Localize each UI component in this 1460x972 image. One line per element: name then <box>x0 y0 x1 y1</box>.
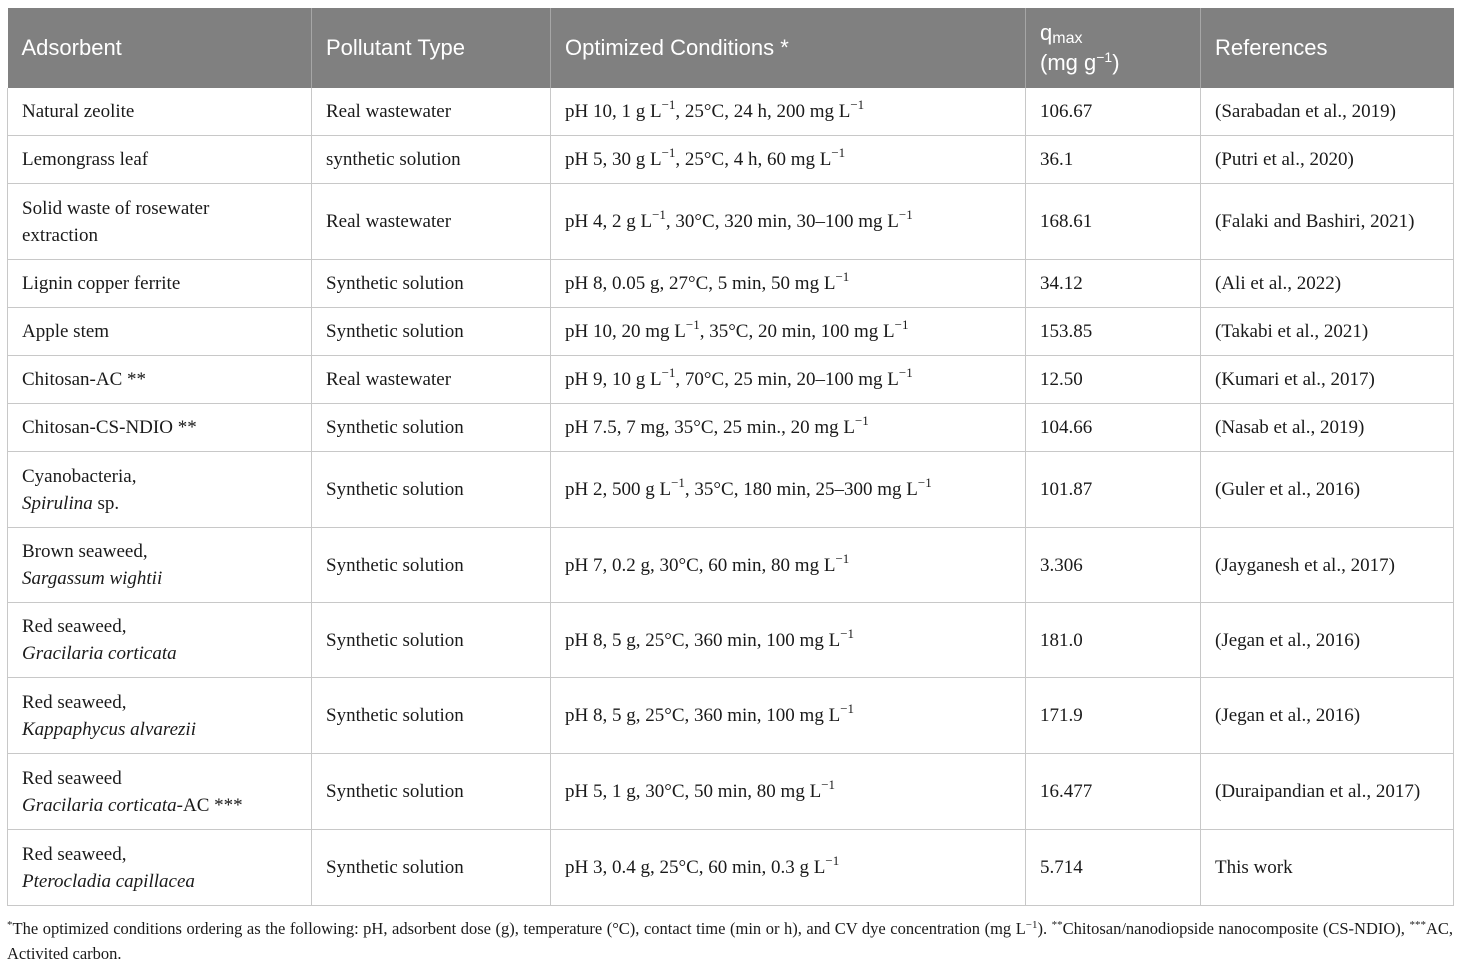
cell-reference: (Putri et al., 2020) <box>1201 136 1454 184</box>
cell-adsorbent: Red seaweed, Pterocladia capillacea <box>8 830 312 906</box>
table-row <box>8 404 1454 452</box>
cell-adsorbent: Natural zeolite <box>8 88 312 136</box>
table-body <box>8 88 1454 906</box>
cell-qmax: 34.12 <box>1026 260 1201 308</box>
cell-qmax: 16.477 <box>1026 754 1201 830</box>
cell-pollutant: Synthetic solution <box>312 260 551 308</box>
table-row <box>8 830 1454 906</box>
cell-adsorbent: Brown seaweed, Sargassum wightii <box>8 528 312 603</box>
header-adsorbent: Adsorbent <box>8 8 312 88</box>
cell-conditions: pH 3, 0.4 g, 25°C, 60 min, 0.3 g $L^{-1}$ <box>551 830 1026 906</box>
cell-pollutant: synthetic solution <box>312 136 551 184</box>
cell-conditions: pH 10, 20 mg $L^{-1}$, 35°C, 20 min, 100 mg $L^{-1}$ <box>551 308 1026 356</box>
table-row <box>8 308 1454 356</box>
cell-adsorbent: Chitosan-AC ** <box>8 356 312 404</box>
cell-conditions: pH 2, 500 g $L^{-1}$, 35°C, 180 min, 25–300 mg $L^{-1}$ <box>551 452 1026 528</box>
cell-pollutant: Real wastewater <box>312 88 551 136</box>
table-row <box>8 184 1454 260</box>
header-qmax <box>1026 8 1201 88</box>
table-footnote: *The optimized conditions ordering as the following: pH, adsorbent dose (g), temperature (°C), contact time (min or h), and CV dye concentration (mg $L^{-1}$). **Chitosan/nanodiopside nanocomposite (CS-NDIO), ***AC, Activited carbon. <box>7 919 1453 963</box>
cell-conditions: pH 8, 5 g, 25°C, 360 min, 100 mg $L^{-1}$ <box>551 678 1026 754</box>
cell-pollutant: Synthetic solution <box>312 308 551 356</box>
cell-adsorbent: Chitosan-CS-NDIO ** <box>8 404 312 452</box>
cell-qmax: 36.1 <box>1026 136 1201 184</box>
cell-adsorbent: Cyanobacteria, Spirulina sp. <box>8 452 312 528</box>
table-row <box>8 528 1454 603</box>
cell-qmax: 104.66 <box>1026 404 1201 452</box>
header-pollutant-type: Pollutant Type <box>312 8 551 88</box>
cell-conditions: pH 10, 1 g $L^{-1}$, 25°C, 24 h, 200 mg $L^{-1}$ <box>551 88 1026 136</box>
table-row <box>8 678 1454 754</box>
cell-reference: This work <box>1201 830 1454 906</box>
cell-qmax: 3.306 <box>1026 528 1201 603</box>
table-row <box>8 603 1454 678</box>
cell-qmax: 101.87 <box>1026 452 1201 528</box>
cell-pollutant: Synthetic solution <box>312 528 551 603</box>
cell-conditions: pH 4, 2 g $L^{-1}$, 30°C, 320 min, 30–100 mg $L^{-1}$ <box>551 184 1026 260</box>
cell-reference: (Nasab et al., 2019) <box>1201 404 1454 452</box>
cell-reference: (Duraipandian et al., 2017) <box>1201 754 1454 830</box>
table-wrapper <box>7 8 1453 906</box>
cell-pollutant: Real wastewater <box>312 356 551 404</box>
qmax-unit: (mg $g^{-1}$) <box>1040 49 1120 75</box>
cell-reference: (Takabi et al., 2021) <box>1201 308 1454 356</box>
table-row <box>8 356 1454 404</box>
cell-adsorbent: Solid waste of rosewater extraction <box>8 184 312 260</box>
cell-reference: (Sarabadan et al., 2019) <box>1201 88 1454 136</box>
cell-qmax: 106.67 <box>1026 88 1201 136</box>
header-optimized-conditions: Optimized Conditions * <box>551 8 1026 88</box>
table-row <box>8 88 1454 136</box>
header-references: References <box>1201 8 1454 88</box>
cell-pollutant: Synthetic solution <box>312 754 551 830</box>
cell-pollutant: Real wastewater <box>312 184 551 260</box>
cell-reference: (Falaki and Bashiri, 2021) <box>1201 184 1454 260</box>
cell-conditions: pH 7.5, 7 mg, 35°C, 25 min., 20 mg $L^{-1}$ <box>551 404 1026 452</box>
cell-conditions: pH 5, 1 g, 30°C, 50 min, 80 mg $L^{-1}$ <box>551 754 1026 830</box>
cell-adsorbent: Lemongrass leaf <box>8 136 312 184</box>
cell-conditions: pH 7, 0.2 g, 30°C, 60 min, 80 mg $L^{-1}$ <box>551 528 1026 603</box>
cell-qmax: 12.50 <box>1026 356 1201 404</box>
table-row <box>8 452 1454 528</box>
table-header <box>8 8 1454 88</box>
cell-reference: (Kumari et al., 2017) <box>1201 356 1454 404</box>
cell-conditions: pH 8, 0.05 g, 27°C, 5 min, 50 mg $L^{-1}$ <box>551 260 1026 308</box>
header-row <box>8 8 1454 88</box>
cell-qmax: 5.714 <box>1026 830 1201 906</box>
cell-conditions: pH 5, 30 g $L^{-1}$, 25°C, 4 h, 60 mg $L^{-1}$ <box>551 136 1026 184</box>
table-row <box>8 260 1454 308</box>
data-table <box>7 8 1454 906</box>
table-row <box>8 136 1454 184</box>
cell-conditions: pH 9, 10 g $L^{-1}$, 70°C, 25 min, 20–100 mg $L^{-1}$ <box>551 356 1026 404</box>
qmax-symbol: $q_{max}$ <box>1040 20 1083 47</box>
cell-qmax: 171.9 <box>1026 678 1201 754</box>
cell-reference: (Jayganesh et al., 2017) <box>1201 528 1454 603</box>
cell-adsorbent: Apple stem <box>8 308 312 356</box>
cell-pollutant: Synthetic solution <box>312 452 551 528</box>
cell-adsorbent: Red seaweed, Gracilaria corticata <box>8 603 312 678</box>
cell-pollutant: Synthetic solution <box>312 678 551 754</box>
cell-reference: (Ali et al., 2022) <box>1201 260 1454 308</box>
cell-pollutant: Synthetic solution <box>312 830 551 906</box>
cell-qmax: 153.85 <box>1026 308 1201 356</box>
cell-adsorbent: Red seaweed Gracilaria corticata-AC *** <box>8 754 312 830</box>
cell-pollutant: Synthetic solution <box>312 404 551 452</box>
cell-qmax: 181.0 <box>1026 603 1201 678</box>
cell-pollutant: Synthetic solution <box>312 603 551 678</box>
cell-reference: (Guler et al., 2016) <box>1201 452 1454 528</box>
cell-reference: (Jegan et al., 2016) <box>1201 603 1454 678</box>
cell-reference: (Jegan et al., 2016) <box>1201 678 1454 754</box>
table-row <box>8 754 1454 830</box>
cell-qmax: 168.61 <box>1026 184 1201 260</box>
cell-adsorbent: Red seaweed, Kappaphycus alvarezii <box>8 678 312 754</box>
cell-adsorbent: Lignin copper ferrite <box>8 260 312 308</box>
cell-conditions: pH 8, 5 g, 25°C, 360 min, 100 mg $L^{-1}$ <box>551 603 1026 678</box>
